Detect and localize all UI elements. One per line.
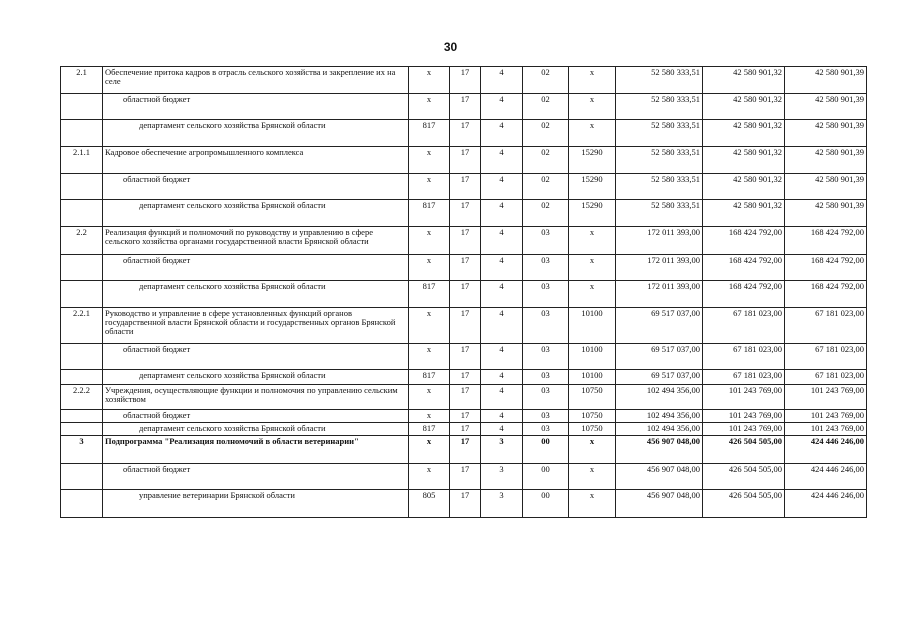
cell-amount-2: 42 580 901,32 xyxy=(703,147,785,174)
cell-name: управление ветеринарии Брянской области xyxy=(103,490,409,518)
table-row xyxy=(61,490,867,518)
cell-amount-2: 42 580 901,32 xyxy=(703,174,785,200)
table-row xyxy=(61,281,867,308)
cell-code-3: 03 xyxy=(523,344,569,370)
cell-name: Подпрограмма "Реализация полномочий в области ветеринарии" xyxy=(103,436,409,464)
cell-name: областной бюджет xyxy=(103,174,409,200)
cell-code-2: 4 xyxy=(481,385,523,410)
cell-code-1: 17 xyxy=(450,255,481,281)
cell-amount-1: 172 011 393,00 xyxy=(616,255,703,281)
cell-code-2: 4 xyxy=(481,200,523,227)
cell-grbs: 817 xyxy=(409,120,450,147)
cell-grbs: 817 xyxy=(409,423,450,436)
cell-grbs: x xyxy=(409,385,450,410)
cell-amount-2: 67 181 023,00 xyxy=(703,308,785,344)
cell-amount-2: 101 243 769,00 xyxy=(703,385,785,410)
cell-grbs: x xyxy=(409,344,450,370)
cell-number xyxy=(61,200,103,227)
cell-amount-2: 42 580 901,32 xyxy=(703,120,785,147)
cell-number xyxy=(61,120,103,147)
cell-name: областной бюджет xyxy=(103,94,409,120)
table-row xyxy=(61,94,867,120)
cell-code-3: 00 xyxy=(523,436,569,464)
cell-code-2: 4 xyxy=(481,227,523,255)
cell-code-1: 17 xyxy=(450,385,481,410)
cell-amount-3: 42 580 901,39 xyxy=(785,94,867,120)
cell-code-1: 17 xyxy=(450,490,481,518)
cell-amount-1: 102 494 356,00 xyxy=(616,423,703,436)
cell-name: областной бюджет xyxy=(103,344,409,370)
cell-number xyxy=(61,94,103,120)
cell-code-3: 03 xyxy=(523,385,569,410)
cell-amount-3: 168 424 792,00 xyxy=(785,227,867,255)
cell-code-4: x xyxy=(569,255,616,281)
cell-grbs: x xyxy=(409,255,450,281)
table-row xyxy=(61,120,867,147)
cell-code-4: 10100 xyxy=(569,370,616,385)
cell-amount-1: 52 580 333,51 xyxy=(616,67,703,94)
cell-code-4: 15290 xyxy=(569,174,616,200)
page-number: 30 xyxy=(443,40,458,54)
cell-number: 2.2 xyxy=(61,227,103,255)
cell-amount-2: 168 424 792,00 xyxy=(703,255,785,281)
cell-code-1: 17 xyxy=(450,120,481,147)
cell-amount-3: 42 580 901,39 xyxy=(785,200,867,227)
cell-amount-2: 101 243 769,00 xyxy=(703,423,785,436)
cell-name: Кадровое обеспечение агропромышленного комплекса xyxy=(103,147,409,174)
cell-amount-1: 52 580 333,51 xyxy=(616,94,703,120)
table-row xyxy=(61,200,867,227)
cell-amount-1: 456 907 048,00 xyxy=(616,436,703,464)
cell-code-4: 10750 xyxy=(569,410,616,423)
cell-amount-3: 42 580 901,39 xyxy=(785,120,867,147)
cell-code-4: 15290 xyxy=(569,147,616,174)
cell-code-3: 03 xyxy=(523,410,569,423)
cell-code-3: 03 xyxy=(523,281,569,308)
cell-code-3: 03 xyxy=(523,255,569,281)
cell-name: департамент сельского хозяйства Брянской области xyxy=(103,120,409,147)
table-row xyxy=(61,423,867,436)
cell-code-4: x xyxy=(569,120,616,147)
cell-name: департамент сельского хозяйства Брянской области xyxy=(103,281,409,308)
cell-amount-3: 424 446 246,00 xyxy=(785,490,867,518)
cell-code-2: 4 xyxy=(481,147,523,174)
cell-name: департамент сельского хозяйства Брянской области xyxy=(103,370,409,385)
table-body xyxy=(61,67,867,518)
cell-grbs: x xyxy=(409,94,450,120)
cell-number xyxy=(61,281,103,308)
cell-code-3: 02 xyxy=(523,120,569,147)
table-row xyxy=(61,227,867,255)
table-row xyxy=(61,436,867,464)
cell-code-1: 17 xyxy=(450,67,481,94)
cell-amount-3: 424 446 246,00 xyxy=(785,464,867,490)
cell-grbs: x xyxy=(409,67,450,94)
cell-name: областной бюджет xyxy=(103,410,409,423)
cell-code-2: 4 xyxy=(481,174,523,200)
cell-amount-3: 101 243 769,00 xyxy=(785,410,867,423)
cell-amount-3: 67 181 023,00 xyxy=(785,308,867,344)
cell-amount-1: 52 580 333,51 xyxy=(616,174,703,200)
cell-number xyxy=(61,370,103,385)
cell-code-2: 4 xyxy=(481,120,523,147)
cell-amount-3: 168 424 792,00 xyxy=(785,255,867,281)
cell-code-2: 3 xyxy=(481,464,523,490)
cell-code-4: 10100 xyxy=(569,308,616,344)
table-row xyxy=(61,308,867,344)
cell-amount-2: 42 580 901,32 xyxy=(703,200,785,227)
cell-name: областной бюджет xyxy=(103,255,409,281)
cell-number xyxy=(61,464,103,490)
cell-code-2: 4 xyxy=(481,410,523,423)
cell-grbs: 817 xyxy=(409,370,450,385)
cell-amount-3: 67 181 023,00 xyxy=(785,344,867,370)
cell-amount-2: 168 424 792,00 xyxy=(703,281,785,308)
table-row xyxy=(61,174,867,200)
cell-amount-3: 42 580 901,39 xyxy=(785,147,867,174)
cell-code-3: 03 xyxy=(523,227,569,255)
cell-code-3: 00 xyxy=(523,490,569,518)
table-row xyxy=(61,255,867,281)
cell-amount-3: 42 580 901,39 xyxy=(785,67,867,94)
cell-name: Реализация функций и полномочий по руководству и управлению в сфере сельского хозяйства органами государственной власти Брянской области xyxy=(103,227,409,255)
cell-amount-1: 69 517 037,00 xyxy=(616,308,703,344)
cell-code-4: x xyxy=(569,281,616,308)
cell-amount-3: 101 243 769,00 xyxy=(785,385,867,410)
cell-amount-1: 102 494 356,00 xyxy=(616,385,703,410)
cell-code-1: 17 xyxy=(450,281,481,308)
cell-grbs: 817 xyxy=(409,200,450,227)
cell-name: Учреждения, осуществляющие функции и полномочия по управлению сельским хозяйством xyxy=(103,385,409,410)
cell-grbs: x xyxy=(409,464,450,490)
cell-amount-2: 42 580 901,32 xyxy=(703,94,785,120)
cell-number xyxy=(61,423,103,436)
cell-number xyxy=(61,174,103,200)
cell-code-3: 02 xyxy=(523,147,569,174)
cell-code-3: 02 xyxy=(523,67,569,94)
cell-code-2: 3 xyxy=(481,436,523,464)
cell-amount-1: 52 580 333,51 xyxy=(616,120,703,147)
cell-grbs: x xyxy=(409,227,450,255)
cell-code-1: 17 xyxy=(450,94,481,120)
cell-code-4: 15290 xyxy=(569,200,616,227)
cell-amount-3: 424 446 246,00 xyxy=(785,436,867,464)
cell-code-2: 4 xyxy=(481,255,523,281)
cell-number xyxy=(61,255,103,281)
cell-code-3: 02 xyxy=(523,174,569,200)
cell-amount-2: 168 424 792,00 xyxy=(703,227,785,255)
cell-number: 2.1 xyxy=(61,67,103,94)
cell-code-4: x xyxy=(569,67,616,94)
cell-amount-1: 456 907 048,00 xyxy=(616,464,703,490)
cell-number: 3 xyxy=(61,436,103,464)
cell-code-1: 17 xyxy=(450,227,481,255)
cell-code-3: 00 xyxy=(523,464,569,490)
cell-code-2: 4 xyxy=(481,94,523,120)
cell-code-2: 4 xyxy=(481,67,523,94)
table-row xyxy=(61,385,867,410)
cell-amount-2: 101 243 769,00 xyxy=(703,410,785,423)
cell-grbs: x xyxy=(409,147,450,174)
cell-amount-2: 42 580 901,32 xyxy=(703,67,785,94)
cell-code-4: x xyxy=(569,94,616,120)
cell-code-3: 03 xyxy=(523,423,569,436)
cell-code-4: 10100 xyxy=(569,344,616,370)
cell-grbs: x xyxy=(409,174,450,200)
cell-code-1: 17 xyxy=(450,308,481,344)
cell-code-3: 03 xyxy=(523,370,569,385)
cell-name: департамент сельского хозяйства Брянской области xyxy=(103,200,409,227)
table-row xyxy=(61,370,867,385)
cell-amount-2: 67 181 023,00 xyxy=(703,344,785,370)
table-row xyxy=(61,464,867,490)
cell-code-1: 17 xyxy=(450,436,481,464)
cell-code-4: x xyxy=(569,436,616,464)
cell-amount-1: 172 011 393,00 xyxy=(616,227,703,255)
cell-amount-2: 426 504 505,00 xyxy=(703,464,785,490)
cell-code-1: 17 xyxy=(450,370,481,385)
cell-code-4: x xyxy=(569,490,616,518)
cell-amount-1: 52 580 333,51 xyxy=(616,147,703,174)
cell-code-2: 4 xyxy=(481,423,523,436)
cell-name: областной бюджет xyxy=(103,464,409,490)
table-row xyxy=(61,344,867,370)
cell-amount-1: 172 011 393,00 xyxy=(616,281,703,308)
cell-code-4: 10750 xyxy=(569,423,616,436)
cell-name: Обеспечение притока кадров в отрасль сельского хозяйства и закрепление их на селе xyxy=(103,67,409,94)
budget-table xyxy=(60,66,867,518)
cell-amount-3: 42 580 901,39 xyxy=(785,174,867,200)
cell-amount-3: 67 181 023,00 xyxy=(785,370,867,385)
cell-code-1: 17 xyxy=(450,344,481,370)
cell-code-2: 3 xyxy=(481,490,523,518)
cell-amount-1: 102 494 356,00 xyxy=(616,410,703,423)
cell-name: Руководство и управление в сфере установленных функций органов государственной власти Брянской области и государственных органов Брянской области xyxy=(103,308,409,344)
cell-code-1: 17 xyxy=(450,200,481,227)
cell-code-1: 17 xyxy=(450,423,481,436)
cell-code-2: 4 xyxy=(481,281,523,308)
cell-code-2: 4 xyxy=(481,308,523,344)
table-row xyxy=(61,67,867,94)
cell-code-4: x xyxy=(569,227,616,255)
cell-grbs: 805 xyxy=(409,490,450,518)
cell-code-4: x xyxy=(569,464,616,490)
cell-code-1: 17 xyxy=(450,147,481,174)
cell-amount-2: 426 504 505,00 xyxy=(703,436,785,464)
cell-code-3: 03 xyxy=(523,308,569,344)
cell-number xyxy=(61,344,103,370)
table-row xyxy=(61,147,867,174)
cell-code-3: 02 xyxy=(523,200,569,227)
cell-code-2: 4 xyxy=(481,344,523,370)
cell-code-1: 17 xyxy=(450,174,481,200)
cell-code-1: 17 xyxy=(450,410,481,423)
cell-grbs: x xyxy=(409,410,450,423)
cell-code-1: 17 xyxy=(450,464,481,490)
cell-number xyxy=(61,410,103,423)
cell-number xyxy=(61,490,103,518)
cell-amount-3: 101 243 769,00 xyxy=(785,423,867,436)
cell-number: 2.1.1 xyxy=(61,147,103,174)
cell-code-3: 02 xyxy=(523,94,569,120)
cell-code-2: 4 xyxy=(481,370,523,385)
cell-amount-1: 52 580 333,51 xyxy=(616,200,703,227)
cell-name: департамент сельского хозяйства Брянской области xyxy=(103,423,409,436)
cell-amount-2: 67 181 023,00 xyxy=(703,370,785,385)
cell-grbs: x xyxy=(409,308,450,344)
cell-number: 2.2.2 xyxy=(61,385,103,410)
cell-amount-3: 168 424 792,00 xyxy=(785,281,867,308)
cell-amount-2: 426 504 505,00 xyxy=(703,490,785,518)
cell-amount-1: 456 907 048,00 xyxy=(616,490,703,518)
cell-grbs: x xyxy=(409,436,450,464)
cell-amount-1: 69 517 037,00 xyxy=(616,370,703,385)
cell-number: 2.2.1 xyxy=(61,308,103,344)
cell-amount-1: 69 517 037,00 xyxy=(616,344,703,370)
table-row xyxy=(61,410,867,423)
cell-code-4: 10750 xyxy=(569,385,616,410)
cell-grbs: 817 xyxy=(409,281,450,308)
